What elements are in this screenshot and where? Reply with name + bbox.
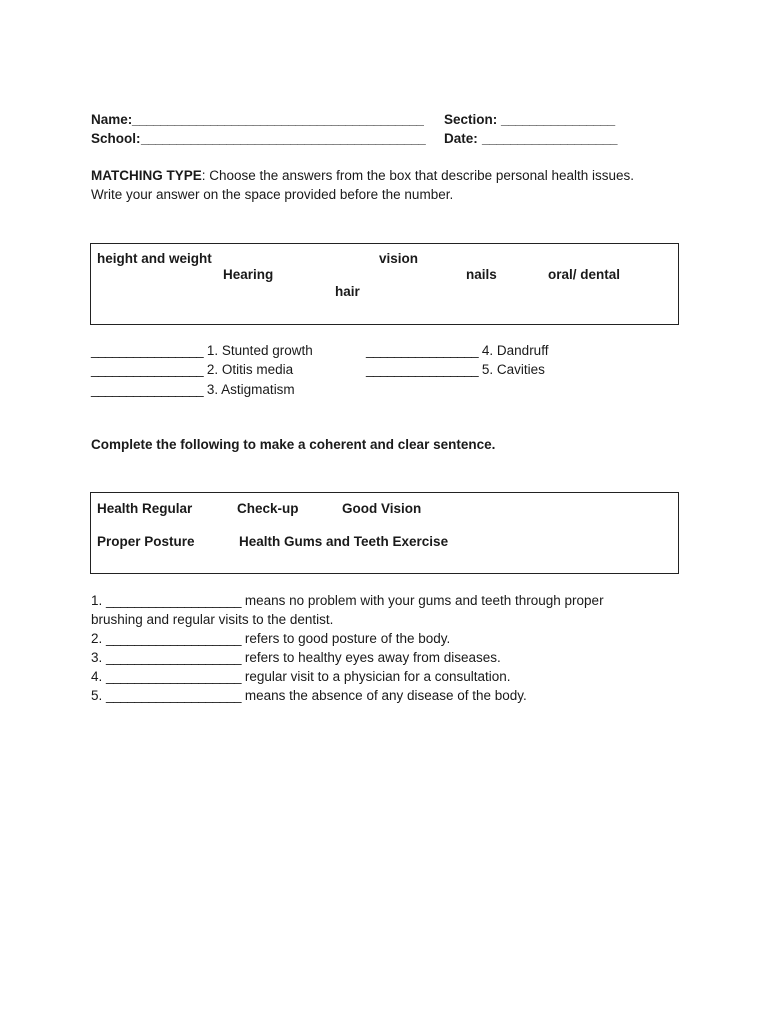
matching-title: MATCHING TYPE bbox=[91, 168, 202, 183]
item-number: 1. bbox=[91, 593, 103, 608]
item-number: 4. bbox=[91, 669, 103, 684]
date-label: Date: bbox=[444, 131, 478, 146]
item-number: 5. bbox=[91, 688, 103, 703]
section-blank[interactable]: ________________ bbox=[501, 112, 615, 127]
item-text: 2. Otitis media bbox=[206, 362, 294, 377]
matching-instruction-text: : Choose the answers from the box that describe personal health issues. bbox=[201, 168, 634, 183]
item-number: 2. bbox=[91, 631, 103, 646]
answer-blank[interactable]: ________________ bbox=[91, 362, 204, 377]
completion-item bbox=[91, 650, 501, 666]
completion-item-continuation: brushing and regular visits to the dentist. bbox=[91, 612, 334, 627]
item-number: 3. bbox=[91, 650, 103, 665]
matching-item bbox=[91, 343, 313, 359]
choice-check-up: Check-up bbox=[237, 501, 299, 516]
completion-item bbox=[91, 688, 527, 704]
answer-blank[interactable]: ___________________ bbox=[106, 631, 242, 646]
choice-good-vision: Good Vision bbox=[342, 501, 422, 516]
choice-hair: hair bbox=[335, 284, 360, 299]
item-text: means the absence of any disease of the body. bbox=[244, 688, 527, 703]
item-text: means no problem with your gums and teeth through proper bbox=[244, 593, 604, 608]
completion-item bbox=[91, 593, 604, 609]
answer-blank[interactable]: ___________________ bbox=[106, 688, 242, 703]
choice-gums-teeth-exercise: Health Gums and Teeth Exercise bbox=[239, 534, 449, 549]
name-label: Name: bbox=[91, 112, 133, 127]
matching-item bbox=[91, 382, 295, 398]
answer-blank[interactable]: ________________ bbox=[366, 362, 479, 377]
answer-blank[interactable]: ________________ bbox=[91, 382, 204, 397]
section-label: Section: bbox=[444, 112, 498, 127]
answer-blank[interactable]: ___________________ bbox=[106, 593, 242, 608]
matching-instruction bbox=[91, 168, 634, 184]
answer-blank[interactable]: ___________________ bbox=[106, 650, 242, 665]
answer-blank[interactable]: ________________ bbox=[366, 343, 479, 358]
completion-instruction: Complete the following to make a coherent and clear sentence. bbox=[91, 437, 496, 452]
answer-blank[interactable]: ___________________ bbox=[106, 669, 242, 684]
school-blank[interactable]: ________________________________________ bbox=[141, 131, 426, 146]
item-text: 4. Dandruff bbox=[481, 343, 549, 358]
choice-height-weight: height and weight bbox=[97, 251, 212, 266]
item-text: 3. Astigmatism bbox=[206, 382, 295, 397]
item-text: refers to healthy eyes away from diseases. bbox=[244, 650, 501, 665]
choice-hearing: Hearing bbox=[223, 267, 274, 282]
completion-item bbox=[91, 669, 511, 685]
school-label: School: bbox=[91, 131, 141, 146]
matching-item bbox=[366, 362, 545, 378]
choice-nails: nails bbox=[466, 267, 497, 282]
matching-item bbox=[366, 343, 548, 359]
completion-item bbox=[91, 631, 450, 647]
choice-vision: vision bbox=[379, 251, 419, 266]
item-text: 1. Stunted growth bbox=[206, 343, 313, 358]
matching-instruction-line2: Write your answer on the space provided before the number. bbox=[91, 187, 454, 202]
choice-oral-dental: oral/ dental bbox=[548, 267, 621, 282]
item-text: regular visit to a physician for a consultation. bbox=[244, 669, 511, 684]
matching-item bbox=[91, 362, 293, 378]
answer-blank[interactable]: ________________ bbox=[91, 343, 204, 358]
item-text: refers to good posture of the body. bbox=[244, 631, 451, 646]
item-text: 5. Cavities bbox=[481, 362, 545, 377]
choice-health-regular: Health Regular bbox=[97, 501, 193, 516]
date-blank[interactable]: ___________________ bbox=[482, 131, 618, 146]
name-blank[interactable]: _________________________________________ bbox=[132, 112, 424, 127]
choice-proper-posture: Proper Posture bbox=[97, 534, 195, 549]
